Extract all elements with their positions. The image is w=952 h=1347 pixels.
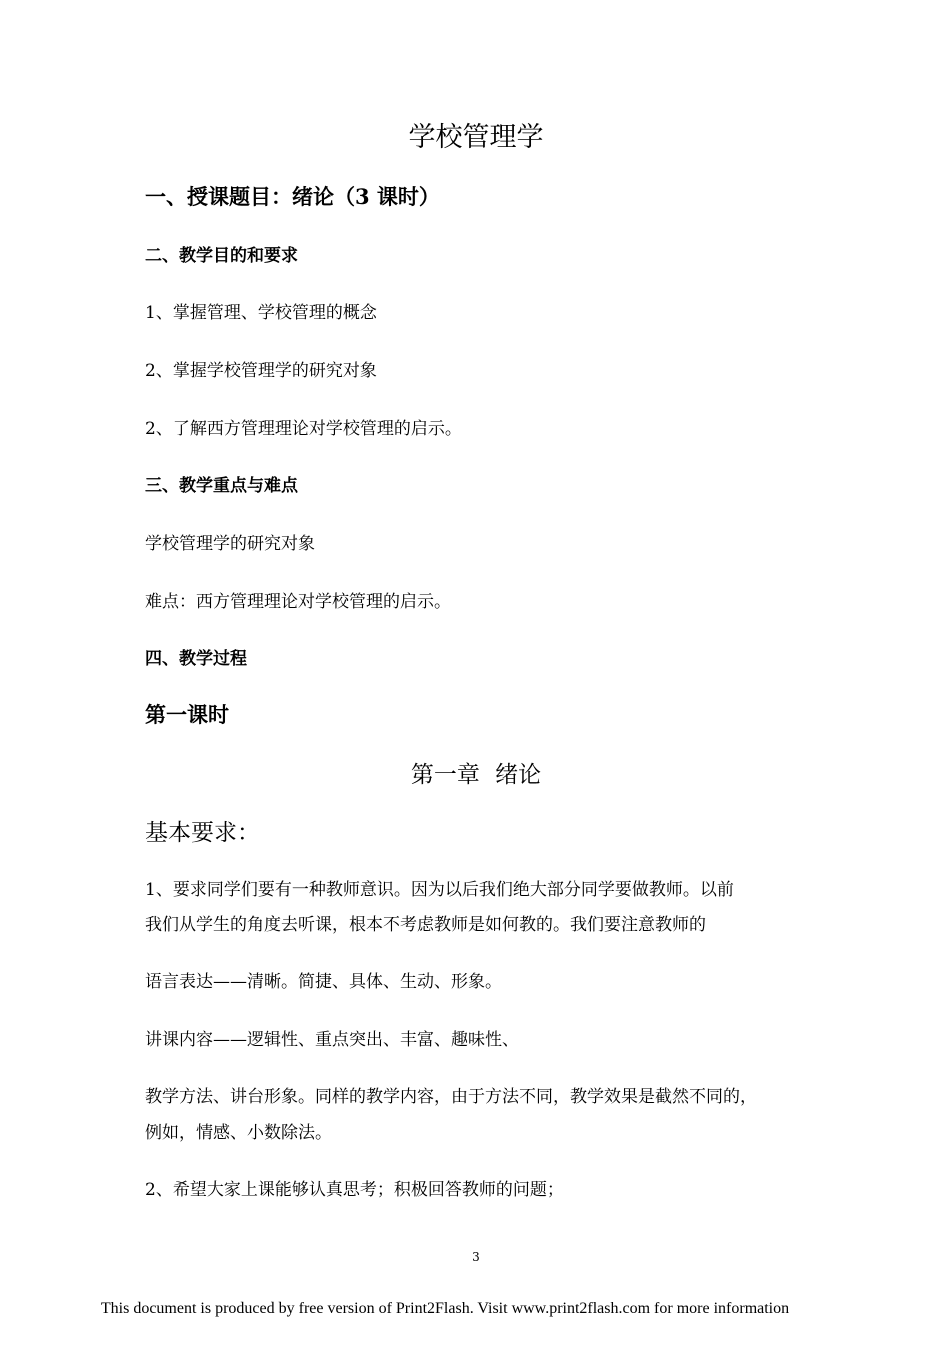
chapter-number: 第一章 [410,762,480,788]
document-title: 学校管理学 [408,122,544,153]
paragraph-line: 讲课内容——逻辑性、重点突出、丰富、趣味性、 [145,1030,519,1050]
keypoints-heading: 三、教学重点与难点 [145,476,298,496]
keypoint-text: 学校管理学的研究对象 [145,534,315,554]
objective-item-3: 2、了解西方管理理论对学校管理的启示。 [145,419,462,439]
chapter-title: 绪论 [495,762,542,788]
chapter-heading [0,756,952,789]
objective-item-2: 2、掌握学校管理学的研究对象 [145,361,377,381]
footer-notice: This document is produced by free version of Print2Flash. Visit www.print2flash.com for more information [100,1300,790,1317]
page-number: 3 [472,1250,480,1264]
difficulty-text: 难点：西方管理理论对学校管理的启示。 [145,592,451,612]
paragraph-line: 1、要求同学们要有一种教师意识。因为以后我们绝大部分同学要做教师。以前 [145,880,734,900]
objective-item-1: 1、掌握管理、学校管理的概念 [145,303,377,323]
basic-requirements-heading: 基本要求： [145,820,260,846]
paragraph-line: 例如，情感、小数除法。 [145,1123,332,1143]
paragraph-line: 语言表达——清晰。简捷、具体、生动、形象。 [145,972,502,992]
process-heading: 四、教学过程 [145,649,247,669]
paragraph-line: 2、希望大家上课能够认真思考；积极回答教师的问题； [145,1180,564,1200]
paragraph-line: 教学方法、讲台形象。同样的教学内容，由于方法不同，教学效果是截然不同的， [145,1087,757,1107]
objectives-heading: 二、教学目的和要求 [145,246,298,266]
paragraph-line: 我们从学生的角度去听课，根本不考虑教师是如何教的。我们要注意教师的 [145,915,706,935]
lesson-heading: 第一课时 [145,702,229,727]
topic-heading: 一、授课题目：绪论（3 课时） [145,184,440,209]
